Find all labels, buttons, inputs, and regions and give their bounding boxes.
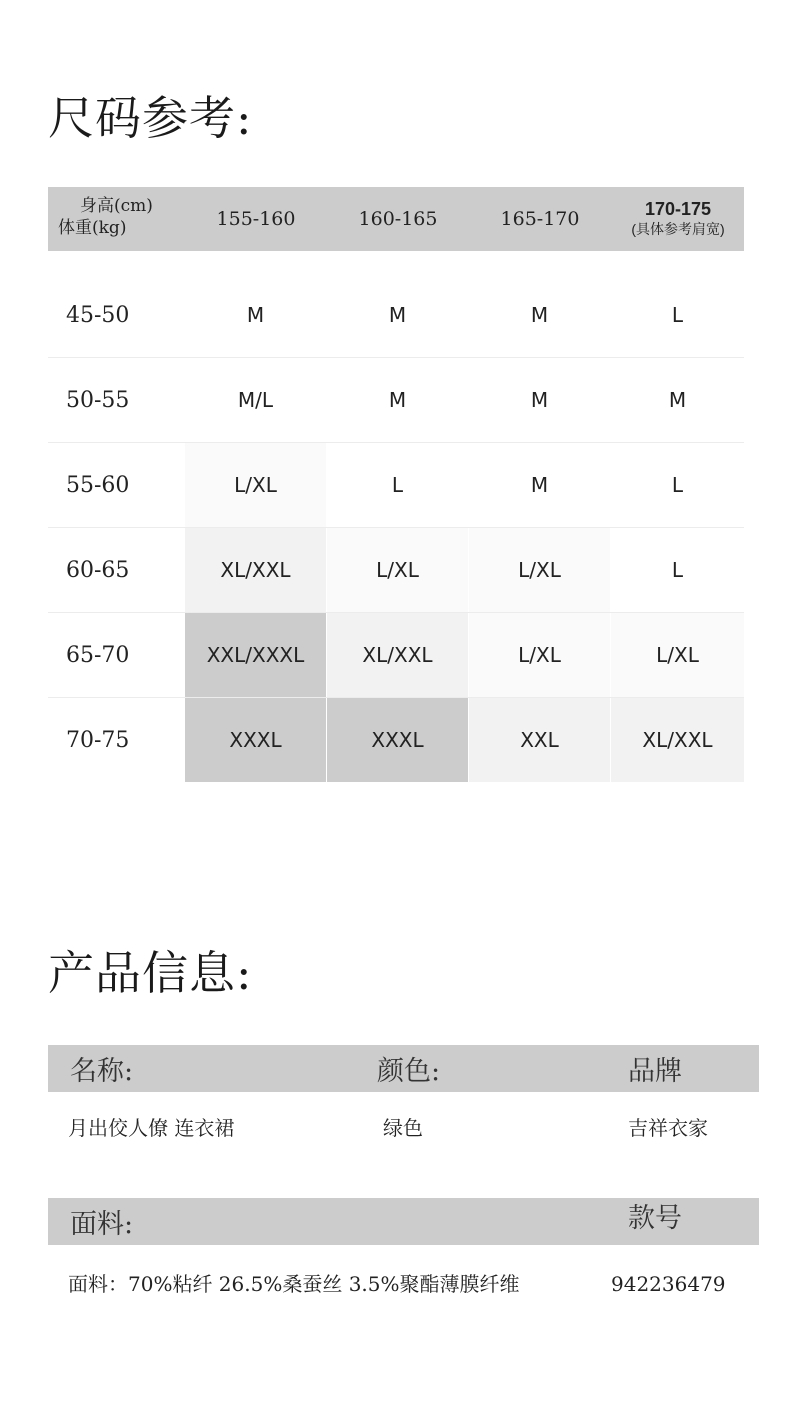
size-cell: XXXL (185, 698, 326, 782)
size-cell: XL/XXL (611, 698, 744, 782)
size-cell: M (611, 358, 744, 442)
name-value: 月出佼人僚 连衣裙 (68, 1116, 235, 1140)
color-value: 绿色 (383, 1116, 423, 1140)
size-row (48, 443, 744, 528)
size-cell: M/L (185, 358, 326, 442)
fabric-value: 面料：70%粘纤 26.5%桑蚕丝 3.5%聚酯薄膜纤维 (68, 1272, 520, 1296)
size-cell: L (611, 443, 744, 527)
size-reference-title: 尺码参考: (48, 91, 253, 145)
height-column-4 (612, 187, 744, 251)
size-cell: XL/XXL (327, 613, 468, 697)
size-cell: M (185, 273, 326, 357)
weight-range: 70-75 (66, 727, 130, 753)
size-cell: M (469, 443, 610, 527)
size-cell: L/XL (185, 443, 326, 527)
height-column-4-note: (具体参考肩宽) (631, 221, 725, 237)
height-column-4-range: 170-175 (644, 199, 712, 219)
height-column-1: 155-160 (216, 208, 296, 230)
size-cell: L/XL (469, 613, 610, 697)
brand-label: 品牌 (628, 1056, 682, 1087)
weight-range: 55-60 (66, 472, 130, 498)
weight-range: 45-50 (66, 302, 130, 328)
size-cell: L (611, 528, 744, 612)
size-table-header (48, 187, 744, 251)
size-cell: L (327, 443, 468, 527)
size-cell: XL/XXL (185, 528, 326, 612)
size-cell: L (611, 273, 744, 357)
size-cell: M (327, 358, 468, 442)
size-cell: XXL (469, 698, 610, 782)
size-cell: L/XL (611, 613, 744, 697)
brand-value: 吉祥衣家 (628, 1116, 708, 1140)
size-cell: L/XL (469, 528, 610, 612)
size-cell: M (469, 273, 610, 357)
size-cell: XXXL (327, 698, 468, 782)
weight-range: 65-70 (66, 642, 130, 668)
name-label: 名称: (70, 1056, 134, 1087)
size-row (48, 698, 744, 782)
product-info-title: 产品信息: (48, 946, 253, 1000)
size-cell: XXL/XXXL (185, 613, 326, 697)
size-cell: M (469, 358, 610, 442)
size-row (48, 358, 744, 443)
fabric-style-bar (48, 1198, 759, 1245)
size-row (48, 613, 744, 698)
header-corner (58, 195, 153, 239)
weight-label: 体重(kg) (58, 218, 127, 238)
style-number-label: 款号 (628, 1203, 682, 1234)
size-cell: M (327, 273, 468, 357)
size-row (48, 273, 744, 358)
size-row (48, 528, 744, 613)
weight-range: 50-55 (66, 387, 130, 413)
fabric-label: 面料: (70, 1209, 134, 1240)
weight-range: 60-65 (66, 557, 130, 583)
height-column-2: 160-165 (358, 208, 438, 230)
height-column-3: 165-170 (500, 208, 580, 230)
name-color-brand-bar (48, 1045, 759, 1092)
height-label: 身高(cm) (80, 196, 153, 216)
size-cell: L/XL (327, 528, 468, 612)
style-number-value: 942236479 (611, 1272, 726, 1296)
color-label: 颜色: (377, 1056, 441, 1087)
